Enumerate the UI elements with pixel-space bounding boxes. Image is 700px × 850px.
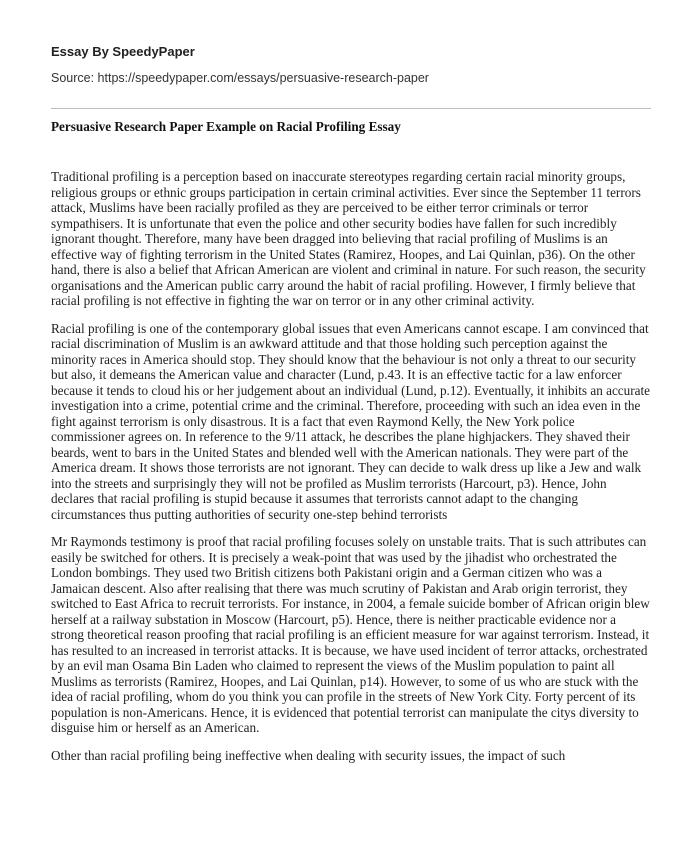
paragraph: Mr Raymonds testimony is proof that racial profiling focuses solely on unstable traits. That is such attributes can easily be switched for others. It is precisely a weak-point that was used by the jihadist who orchestrated the London bombings. They used two British citizens both Pakistani origin and a German citizen who was a Jamaican descent. Also after realising that there was much scrutiny of Pakistan and Arab origin terrorist, they switched to East Africa to recruit terrorists. For instance, in 2004, a female suicide bomber of African origin blew herself at a railway substation in Moscow (Harcourt, p5). Hence, there is neither practicable evidence nor a strong theoretical reason proofing that racial profiling is an efficient measure for war against terrorism. Instead, it has resulted to an increased in terrorist attacks. It is because, we have used incident of terror attacks, orchestrated by an evil man Osama Bin Laden who claimed to represent the views of the Muslim population to paint all Muslims as terrorists (Ramirez, Hoopes, and Lai Quinlan, p14). However, to some of us who are stuck with the idea of racial profiling, whom do you think you can profile in the streets of New York City. Forty percent of its population is non-Americans. Hence, it is evidenced that potential terrorist can manipulate the citys diversity to disguise him or herself as an American. — [51, 534, 650, 735]
brand-title: Essay By SpeedyPaper — [51, 44, 195, 59]
paragraph: Other than racial profiling being ineffective when dealing with security issues, the impact of such — [51, 747, 566, 763]
essay-title: Persuasive Research Paper Example on Racial Profiling Essay — [51, 119, 401, 134]
header-divider — [51, 108, 651, 109]
paragraph: Racial profiling is one of the contemporary global issues that even Americans cannot escape. I am convinced that racial discrimination of Muslim is an awkward attitude and that those holding such perception against the minority races in America should stop. They should know that the behaviour is not only a threat to our security but also, it demeans the American value and character (Lund, p.43. It is an effective tactic for a law enforcer because it tends to cloud his or her judgement about an individual (Lund, p.12). Eventually, it inhibits an accurate investigation into a crime, potential crime and the criminal. Therefore, proceeding with such an idea even in the fight against terrorism is only disastrous. It is a fact that even Raymond Kelly, the New York police commissioner agrees on. In reference to the 9/11 attack, he describes the plane highjackers. They shaved their beards, went to bars in the United States and blended well with the American nationals. They were part of the America dream. It shows those terrorists are not ignorant. They can decide to walk dress up like a Jew and walk into the streets and surprisingly they will not be profiled as Muslim terrorists (Harcourt, p3). Hence, John declares that racial profiling is stupid because it assumes that terrorists cannot adapt to the changing circumstances thus putting authorities of security one-step behind terrorists — [51, 320, 651, 522]
paragraph: Traditional profiling is a perception based on inaccurate stereotypes regarding certain racial minority groups, religious groups or ethnic groups participation in certain criminal activities. Ever since the September 11 terrors attack, Muslims have been racially profiled as they are perceived to be either terror criminals or terror sympathisers. It is unfortunate that even the police and other security bodies have fallen for such incredibly ignorant thought. Therefore, many have been dragged into believing that racial profiling of Muslims is an effective way of fighting terrorism in the United States (Ramirez, Hoopes, and Lai Quinlan, p36). On the other hand, there is also a belief that African American are violent and criminal in nature. For such reason, the security organisations and the American public carry around the habit of racial profiling. However, I firmly believe that racial profiling is not effective in fighting the war on terror or in any other criminal activity. — [51, 169, 646, 308]
source-line: Source: https://speedypaper.com/essays/persuasive-research-paper — [51, 71, 429, 85]
essay-body — [51, 169, 651, 775]
